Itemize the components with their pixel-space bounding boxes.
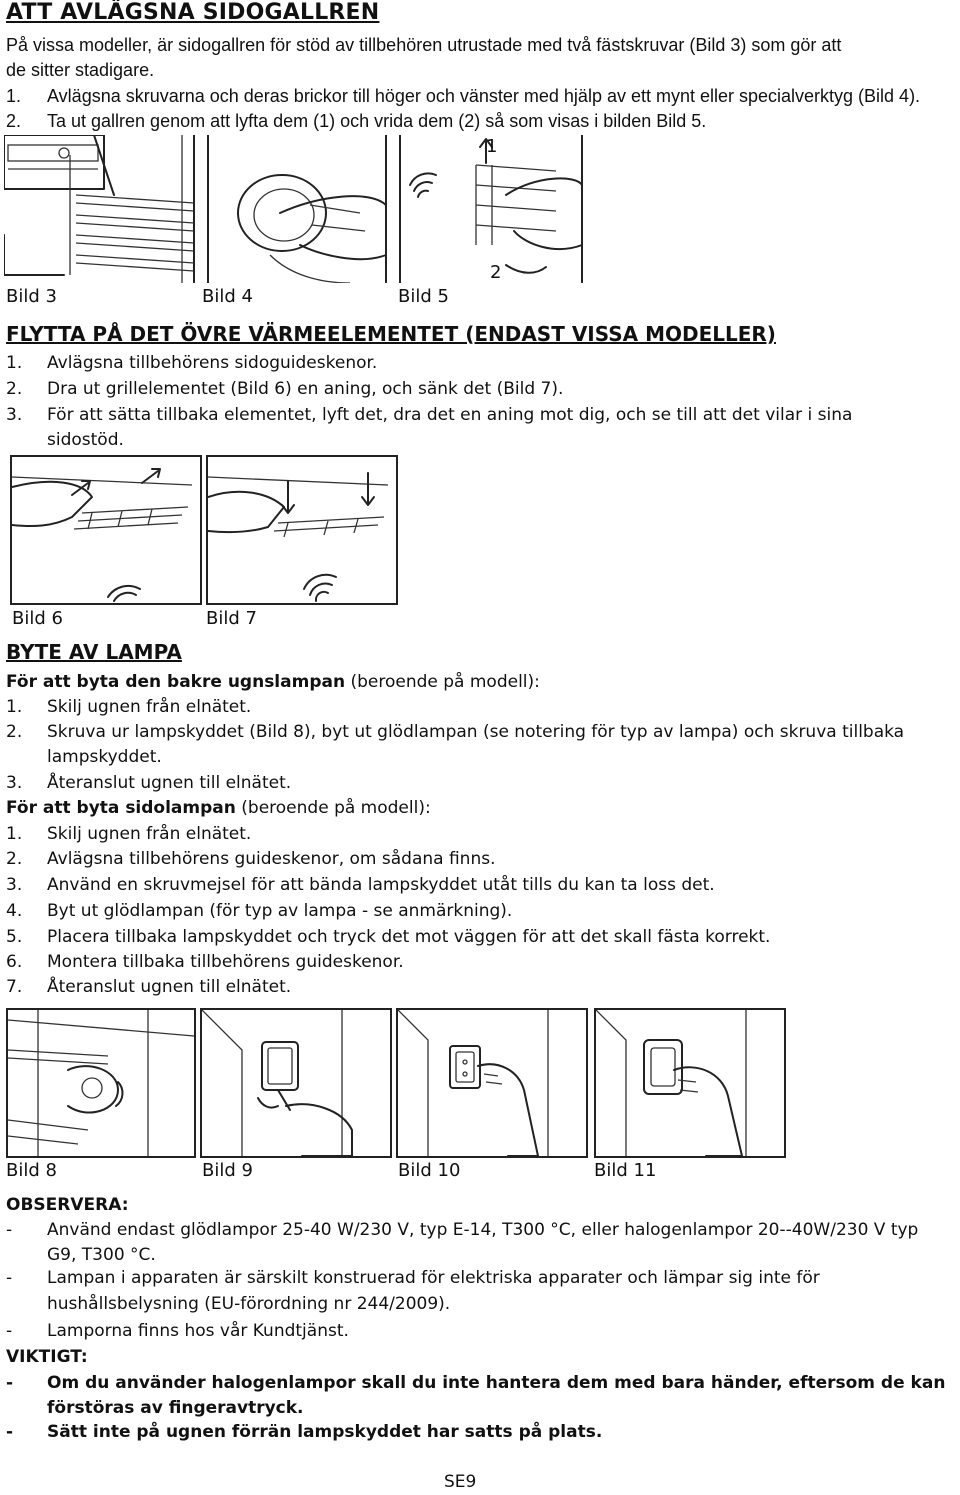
list-item: - Lampan i apparaten är särskilt konstruerad för elektriska apparater och lämpar sig inte för hushållsbelysning (EU-förordning nr 244/2009).	[6, 1268, 820, 1314]
caption-bild-9: Bild 9	[202, 1160, 253, 1181]
intro-text	[6, 33, 956, 83]
figure-bild-9	[200, 1008, 392, 1158]
figure-bild-7	[206, 455, 398, 605]
side-lamp-heading: För att byta sidolampan (beroende på modell):	[6, 798, 431, 818]
list-item: - Sätt inte på ugnen förrän lampskyddet har satts på plats.	[6, 1422, 603, 1442]
figure-bild-4	[200, 135, 394, 283]
intro-line-2: de sitter stadigare.	[6, 60, 155, 80]
figure-bild-10	[396, 1008, 588, 1158]
caption-bild-4: Bild 4	[202, 286, 253, 307]
list-item: 2. Avlägsna tillbehörens guideskenor, om sådana finns.	[6, 849, 496, 869]
list-item: 7. Återanslut ugnen till elnätet.	[6, 977, 292, 997]
fig5-label-1: 1	[486, 136, 498, 157]
caption-bild-10: Bild 10	[398, 1160, 461, 1181]
list-item: 2. Skruva ur lampskyddet (Bild 8), byt ut glödlampan (se notering för typ av lampa) och skruva tillbaka lampskyddet.	[6, 722, 905, 767]
list-item: 6. Montera tillbaka tillbehörens guideskenor.	[6, 952, 404, 972]
page-number: SE9	[444, 1472, 477, 1492]
caption-bild-5: Bild 5	[398, 286, 449, 307]
figure-bild-11	[594, 1008, 786, 1158]
section-title-varmeelement: FLYTTA PÅ DET ÖVRE VÄRMEELEMENTET (ENDAST VISSA MODELLER)	[6, 322, 776, 346]
section-title-byte-av-lampa: BYTE AV LAMPA	[6, 640, 182, 664]
list-item: 1. Skilj ugnen från elnätet.	[6, 824, 252, 844]
list-item: - Lamporna finns hos vår Kundtjänst.	[6, 1321, 349, 1341]
figure-bild-5	[396, 135, 590, 283]
list-item: 1. Skilj ugnen från elnätet.	[6, 697, 252, 717]
list-item: 1. Avlägsna tillbehörens sidoguideskenor.	[6, 353, 378, 373]
list-item: 5. Placera tillbaka lampskyddet och tryck det mot väggen för att det skall fästa korrekt.	[6, 927, 771, 947]
caption-bild-7: Bild 7	[206, 608, 257, 629]
list-item: 3. För att sätta tillbaka elementet, lyft det, dra det en aning mot dig, och se till att det vilar i sina sidostöd.	[6, 405, 853, 450]
fig5-label-2: 2	[490, 262, 502, 283]
section-title-sidogallren: ATT AVLÄGSNA SIDOGALLREN	[6, 0, 380, 25]
list-item: 2. Ta ut gallren genom att lyfta dem (1) och vrida dem (2) så som visas i bilden Bild 5.	[6, 111, 707, 131]
rear-lamp-heading: För att byta den bakre ugnslampan (beroende på modell):	[6, 672, 540, 692]
figure-bild-3	[4, 135, 198, 283]
caption-bild-8: Bild 8	[6, 1160, 57, 1181]
list-item: 4. Byt ut glödlampan (för typ av lampa - se anmärkning).	[6, 901, 513, 921]
list-item: 2. Dra ut grillelementet (Bild 6) en aning, och sänk det (Bild 7).	[6, 379, 564, 399]
figure-bild-8	[6, 1008, 196, 1158]
figure-bild-6	[10, 455, 202, 605]
caption-bild-3: Bild 3	[6, 286, 57, 307]
list-item: 3. Använd en skruvmejsel för att bända lampskyddet utåt tills du kan ta loss det.	[6, 875, 715, 895]
caption-bild-6: Bild 6	[12, 608, 63, 629]
list-item: - Använd endast glödlampor 25-40 W/230 V, typ E-14, T300 °C, eller halogenlampor 20--40W/230 V typ G9, T300 °C.	[6, 1220, 919, 1265]
list-item: 1. Avlägsna skruvarna och deras brickor till höger och vänster med hjälp av ett mynt eller specialverktyg (Bild 4).	[6, 86, 921, 106]
important-title: VIKTIGT:	[6, 1347, 88, 1367]
note-title: OBSERVERA:	[6, 1195, 129, 1215]
caption-bild-11: Bild 11	[594, 1160, 657, 1181]
list-item: - Om du använder halogenlampor skall du inte hantera dem med bara händer, eftersom de kan förstöras av fingeravtryck.	[6, 1373, 946, 1418]
list-item: 3. Återanslut ugnen till elnätet.	[6, 773, 292, 793]
intro-line-1: På vissa modeller, är sidogallren för stöd av tillbehören utrustade med två fästskruvar (Bild 3) som gör att	[6, 35, 842, 55]
